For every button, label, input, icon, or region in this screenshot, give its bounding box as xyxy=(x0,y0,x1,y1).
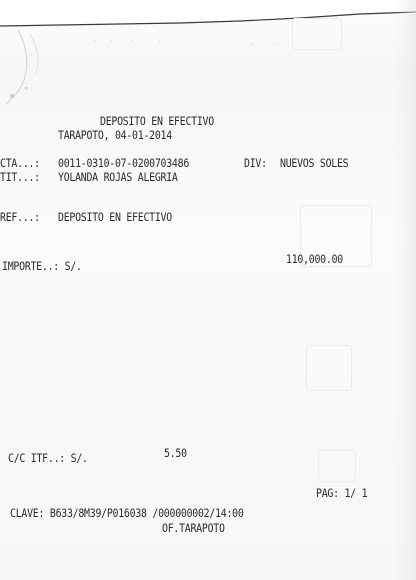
location-date: TARAPOTO, 04-01-2014 xyxy=(58,128,172,142)
faint-stamp-mark xyxy=(292,18,342,50)
account-label: CTA...: xyxy=(0,156,40,170)
faint-watermark-text: · · xyxy=(250,40,278,51)
holder-name: YOLANDA ROJAS ALEGRIA xyxy=(58,170,178,184)
account-number: 0011-0310-07-0200703486 xyxy=(58,156,190,170)
amount-label: IMPORTE..: S/. xyxy=(2,259,82,273)
itf-value: 5.50 xyxy=(164,446,187,460)
paper-edge-shadow xyxy=(394,0,416,580)
faint-seal-mark xyxy=(306,345,352,391)
key-line: CLAVE: B633/8M39/P016038 /000000002/14:00 xyxy=(10,506,244,520)
receipt-title: DEPOSITO EN EFECTIVO xyxy=(100,114,214,128)
amount-value: 110,000.00 xyxy=(286,252,343,266)
faint-watermark-text: · · · · xyxy=(92,36,163,47)
reference-label: REF...: xyxy=(0,210,40,224)
currency-label: DIV: xyxy=(244,156,267,170)
currency-value: NUEVOS SOLES xyxy=(280,156,349,170)
holder-label: TIT...: xyxy=(0,170,40,184)
office-name: OF.TARAPOTO xyxy=(162,521,225,535)
reference-value: DEPOSITO EN EFECTIVO xyxy=(58,210,172,224)
faint-seal-mark xyxy=(318,450,356,482)
torn-paper-edge xyxy=(0,0,416,110)
itf-label: C/C ITF..: S/. xyxy=(8,451,88,465)
page-number: PAG: 1/ 1 xyxy=(316,486,368,500)
